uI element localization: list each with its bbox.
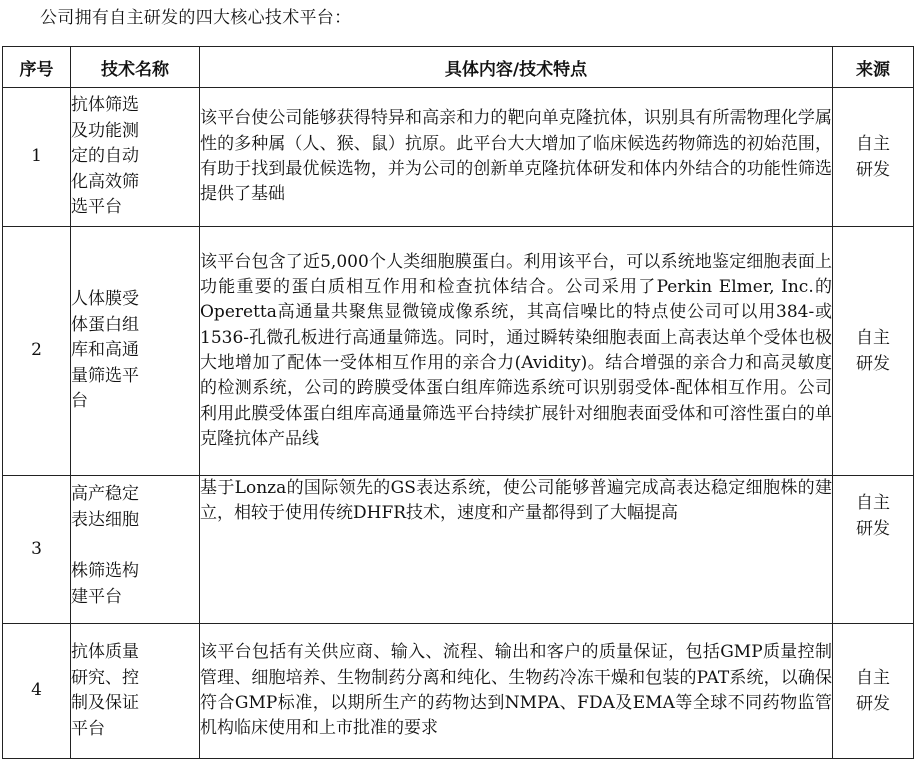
platform-source-text: 自主 研发	[856, 668, 890, 714]
platform-name-text-bottom: 株筛选构 建平台	[71, 561, 139, 607]
intro-text: 公司拥有自主研发的四大核心技术平台：	[40, 8, 352, 28]
platform-name-text-top: 高产稳定 表达细胞	[71, 484, 139, 530]
platform-name	[71, 624, 200, 759]
table-header-row	[3, 47, 914, 88]
platform-source	[833, 227, 914, 476]
header-content: 具体内容/技术特点	[200, 47, 833, 88]
platform-name	[71, 88, 200, 227]
name-gap	[71, 533, 199, 559]
platform-source-text: 自主 研发	[856, 328, 890, 374]
platform-name-text: 抗体筛选 及功能测 定的自动 化高效筛 选平台	[71, 95, 139, 218]
row-number: 2	[3, 227, 71, 476]
platform-source	[833, 476, 914, 624]
platform-name-text: 人体膜受 体蛋白组 库和高通 量筛选平 台	[71, 289, 139, 412]
platform-source	[833, 88, 914, 227]
platform-description: 该平台包含了近5,000个人类细胞膜蛋白。利用该平台，可以系统地鉴定细胞表面上功能重要的蛋白质相互作用和检查抗体结合。公司采用了Perkin Elmer, Inc.的Operetta高通量共聚焦显微镜成像系统，其高信噪比的特点使公司可以用384-或1536-孔微孔板进行高通量筛选。同时，通过瞬转染细胞表面上高表达单个受体也极大地增加了配体一受体相互作用的亲合力(Avidity)。结合增强的亲合力和高灵敏度的检测系统，公司的跨膜受体蛋白组库筛选系统可识别弱受体-配体相互作用。公司利用此膜受体蛋白组库高通量筛选平台持续扩展针对细胞表面受体和可溶性蛋白的单克隆抗体产品线	[200, 227, 833, 476]
core-platform-table	[2, 46, 914, 759]
platform-source	[833, 624, 914, 759]
row-number: 3	[3, 476, 71, 624]
row-number: 4	[3, 624, 71, 759]
platform-description: 该平台包括有关供应商、输入、流程、输出和客户的质量保证，包括GMP质量控制管理、细胞培养、生物制药分离和纯化、生物药冷冻干燥和包装的PAT系统，以确保符合GMP标准，以期所生产的药物达到NMPA、FDA及EMA等全球不同药物监管机构临床使用和上市批准的要求	[200, 624, 833, 759]
platform-source-text: 自主 研发	[856, 134, 890, 180]
table-row	[3, 476, 914, 624]
platform-description: 该平台使公司能够获得特异和高亲和力的靶向单克隆抗体，识别具有所需物理化学属性的多种属（人、猴、鼠）抗原。此平台大大增加了临床候选药物筛选的初始范围，有助于找到最优候选物，并为公司的创新单克隆抗体研发和体内外结合的功能性筛选提供了基础	[200, 88, 833, 227]
table-row	[3, 88, 914, 227]
platform-description: 基于Lonza的国际领先的GS表达系统，使公司能够普遍完成高表达稳定细胞株的建立，相较于使用传统DHFR技术，速度和产量都得到了大幅提高	[200, 476, 833, 624]
table-row	[3, 624, 914, 759]
platform-source-text: 自主 研发	[856, 493, 890, 539]
platform-name-text: 抗体质量 研究、控 制及保证 平台	[71, 642, 139, 739]
header-source: 来源	[833, 47, 914, 88]
platform-name	[71, 227, 200, 476]
platform-name	[71, 476, 200, 624]
header-name: 技术名称	[71, 47, 200, 88]
table-row	[3, 227, 914, 476]
header-no: 序号	[3, 47, 71, 88]
row-number: 1	[3, 88, 71, 227]
